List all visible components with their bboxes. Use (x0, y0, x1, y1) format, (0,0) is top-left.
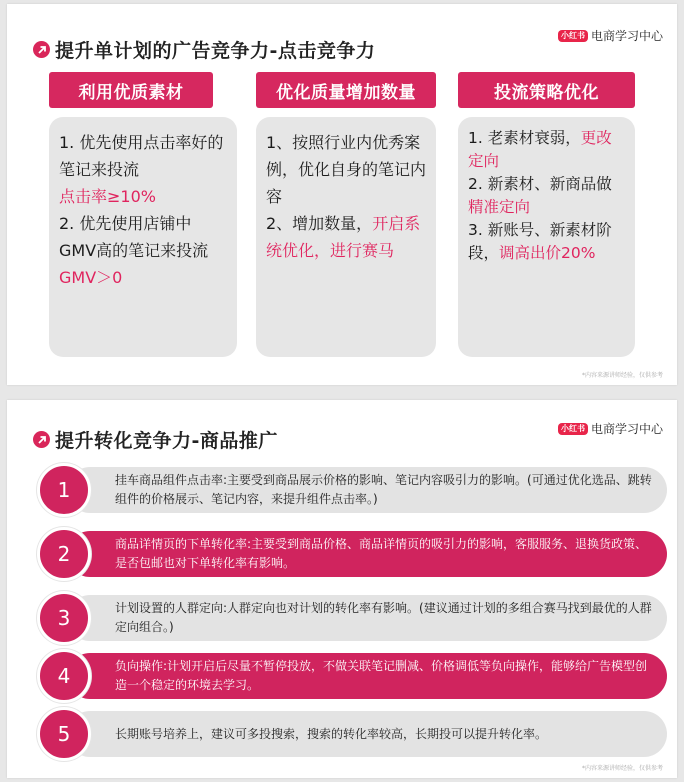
item-number-badge: 5 (37, 707, 91, 761)
card-line: 2. 新素材、新商品做精准定向 (468, 175, 612, 216)
list-item (37, 527, 667, 581)
item-text: 长期账号培养上，建议可多投搜索，搜索的转化率较高，长期投可以提升转化率。 (67, 711, 667, 757)
column-card-quality-materials (49, 117, 237, 357)
card-line: 1. 优先使用点击率好的笔记来投流 (59, 133, 224, 179)
column-header-quality-materials: 利用优质素材 (49, 72, 213, 108)
item-number-badge: 1 (37, 463, 91, 517)
list-item (37, 649, 667, 703)
card-line: 2. 优先使用店铺中GMV高的笔记来投流 (59, 214, 209, 260)
brand-name: 电商学习中心 (590, 29, 663, 43)
card-line: 2、增加数量，开启系统优化，进行赛马 (266, 214, 421, 260)
item-text: 计划设置的人群定向:人群定向也对计划的转化率有影响。(建议通过计划的多组合赛马找到最优的人群定向组合。) (67, 595, 667, 641)
item-number-badge: 3 (37, 591, 91, 645)
footnote: *内容来源讲师经验，仅供参考 (581, 372, 663, 379)
brand-header (558, 420, 663, 437)
list-item (37, 463, 667, 517)
slide-click-competitiveness (7, 4, 677, 385)
card-line: 1、按照行业内优秀案例，优化自身的笔记内容 (266, 133, 427, 206)
arrow-up-right-icon (33, 41, 50, 58)
item-text: 挂车商品组件点击率:主要受到商品展示价格的影响、笔记内容吸引力的影响。(可通过优化选品、跳转组件的价格展示、笔记内容，来提升组件点击率。) (67, 467, 667, 513)
brand-logo: 小红书 (558, 423, 588, 435)
column-card-strategy (458, 117, 635, 357)
card-line: GMV＞0 (59, 268, 123, 287)
column-header-optimize-quality: 优化质量增加数量 (256, 72, 436, 108)
brand-name: 电商学习中心 (590, 422, 663, 436)
column-header-strategy: 投流策略优化 (458, 72, 635, 108)
item-text: 商品详情页的下单转化率:主要受到商品价格、商品详情页的吸引力的影响，客服服务、退换货政策、是否包邮也对下单转化率有影响。 (67, 531, 667, 577)
item-text: 负向操作:计划开启后尽量不暂停投放，不做关联笔记删减、价格调低等负向操作，能够给广告模型创造一个稳定的环境去学习。 (67, 653, 667, 699)
slide-conversion-competitiveness (7, 400, 677, 778)
arrow-up-right-icon (33, 431, 50, 448)
item-number-badge: 2 (37, 527, 91, 581)
brand-logo: 小红书 (558, 30, 588, 42)
brand-header (558, 27, 663, 44)
card-line: 1. 老素材衰弱，更改定向 (468, 129, 612, 170)
card-line: 点击率≥10% (59, 187, 156, 206)
list-item (37, 591, 667, 645)
slide-title: 提升转化竞争力-商品推广 (33, 426, 278, 453)
footnote: *内容来源讲师经验，仅供参考 (581, 765, 663, 772)
list-item (37, 707, 667, 761)
column-card-optimize-quality (256, 117, 436, 357)
item-number-badge: 4 (37, 649, 91, 703)
card-line: 3. 新账号、新素材阶段，调高出价20% (468, 221, 612, 262)
slide-title: 提升单计划的广告竞争力-点击竞争力 (33, 36, 375, 63)
